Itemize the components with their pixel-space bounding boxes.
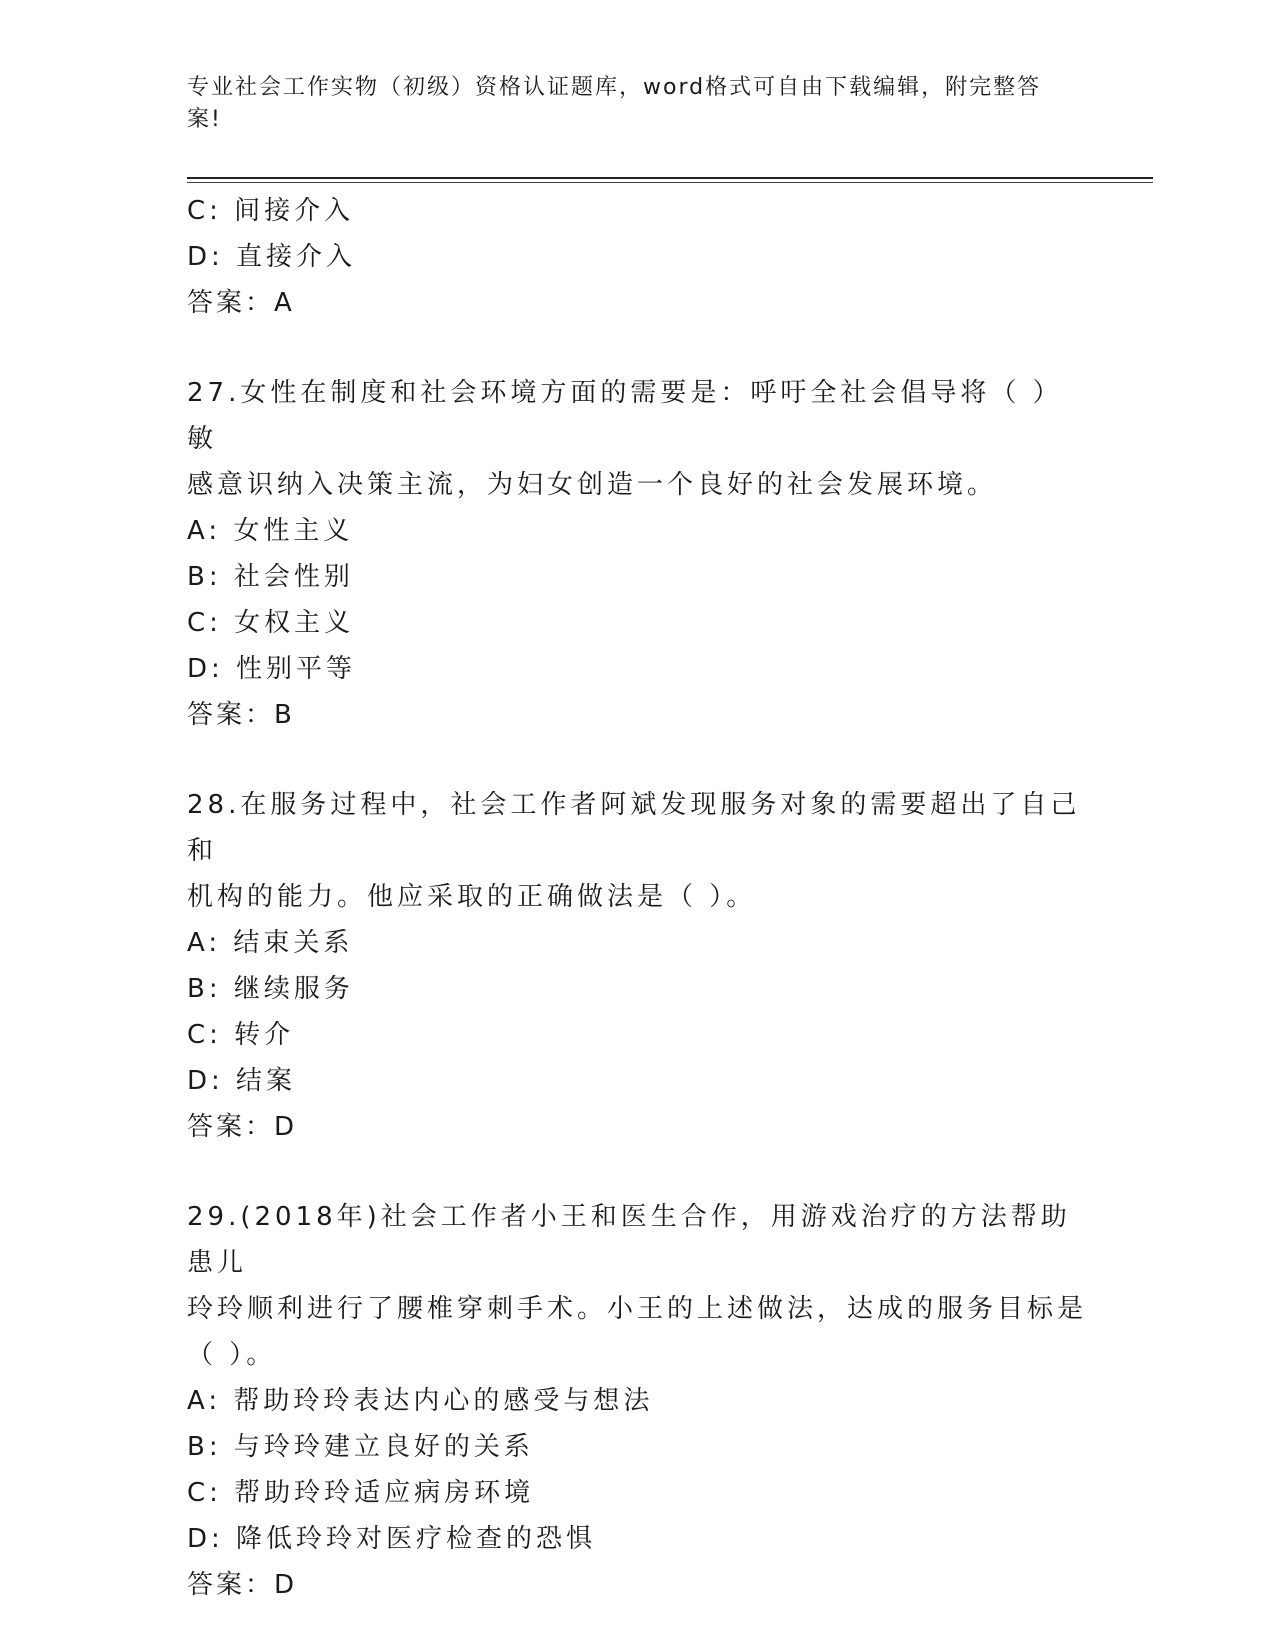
answer-line: 答案：D [187, 1570, 298, 1600]
document-header [187, 72, 1077, 136]
spacer [187, 738, 1087, 782]
question-stem: 玲玲顺利进行了腰椎穿刺手术。小王的上述做法，达成的服务目标是 [187, 1294, 1088, 1324]
answer-line: 答案：D [187, 1112, 298, 1142]
question-block-continued [187, 188, 1087, 326]
header-line-2: 案! [187, 107, 222, 132]
answer-line: 答案：A [187, 288, 295, 318]
header-divider-thin [187, 182, 1153, 183]
option-d: D: 直接介入 [187, 242, 357, 272]
spacer [187, 326, 1087, 370]
question-29 [187, 1194, 1087, 1608]
option-d: D: 结案 [187, 1066, 297, 1096]
question-stem: （ ）。 [187, 1340, 277, 1370]
answer-line: 答案：B [187, 700, 295, 730]
spacer [187, 1150, 1087, 1194]
option-a: A: 女性主义 [187, 516, 354, 546]
question-stem: 机构的能力。他应采取的正确做法是（ ）。 [187, 882, 757, 912]
question-stem: 28.在服务过程中，社会工作者阿斌发现服务对象的需要超出了自己和 [187, 790, 1081, 866]
question-27 [187, 370, 1087, 738]
option-c: C: 女权主义 [187, 608, 355, 638]
question-stem: 29.(2018年)社会工作者小王和医生合作，用游戏治疗的方法帮助患儿 [187, 1202, 1071, 1278]
question-list [187, 188, 1087, 1608]
option-c: C: 转介 [187, 1020, 295, 1050]
option-b: B: 与玲玲建立良好的关系 [187, 1432, 534, 1462]
option-b: B: 继续服务 [187, 974, 354, 1004]
option-c: C: 间接介入 [187, 196, 355, 226]
option-a: A: 结束关系 [187, 928, 354, 958]
option-a: A: 帮助玲玲表达内心的感受与想法 [187, 1386, 654, 1416]
question-28 [187, 782, 1087, 1150]
question-stem: 感意识纳入决策主流，为妇女创造一个良好的社会发展环境。 [187, 470, 998, 500]
option-b: B: 社会性别 [187, 562, 354, 592]
option-d: D: 性别平等 [187, 654, 357, 684]
header-divider-thick [187, 177, 1153, 179]
option-d: D: 降低玲玲对医疗检查的恐惧 [187, 1524, 597, 1554]
option-c: C: 帮助玲玲适应病房环境 [187, 1478, 535, 1508]
question-stem: 27.女性在制度和社会环境方面的需要是：呼吁全社会倡导将（ ）敏 [187, 378, 1063, 454]
header-line-1: 专业社会工作实物（初级）资格认证题库，word格式可自由下载编辑，附完整答 [187, 75, 1042, 100]
